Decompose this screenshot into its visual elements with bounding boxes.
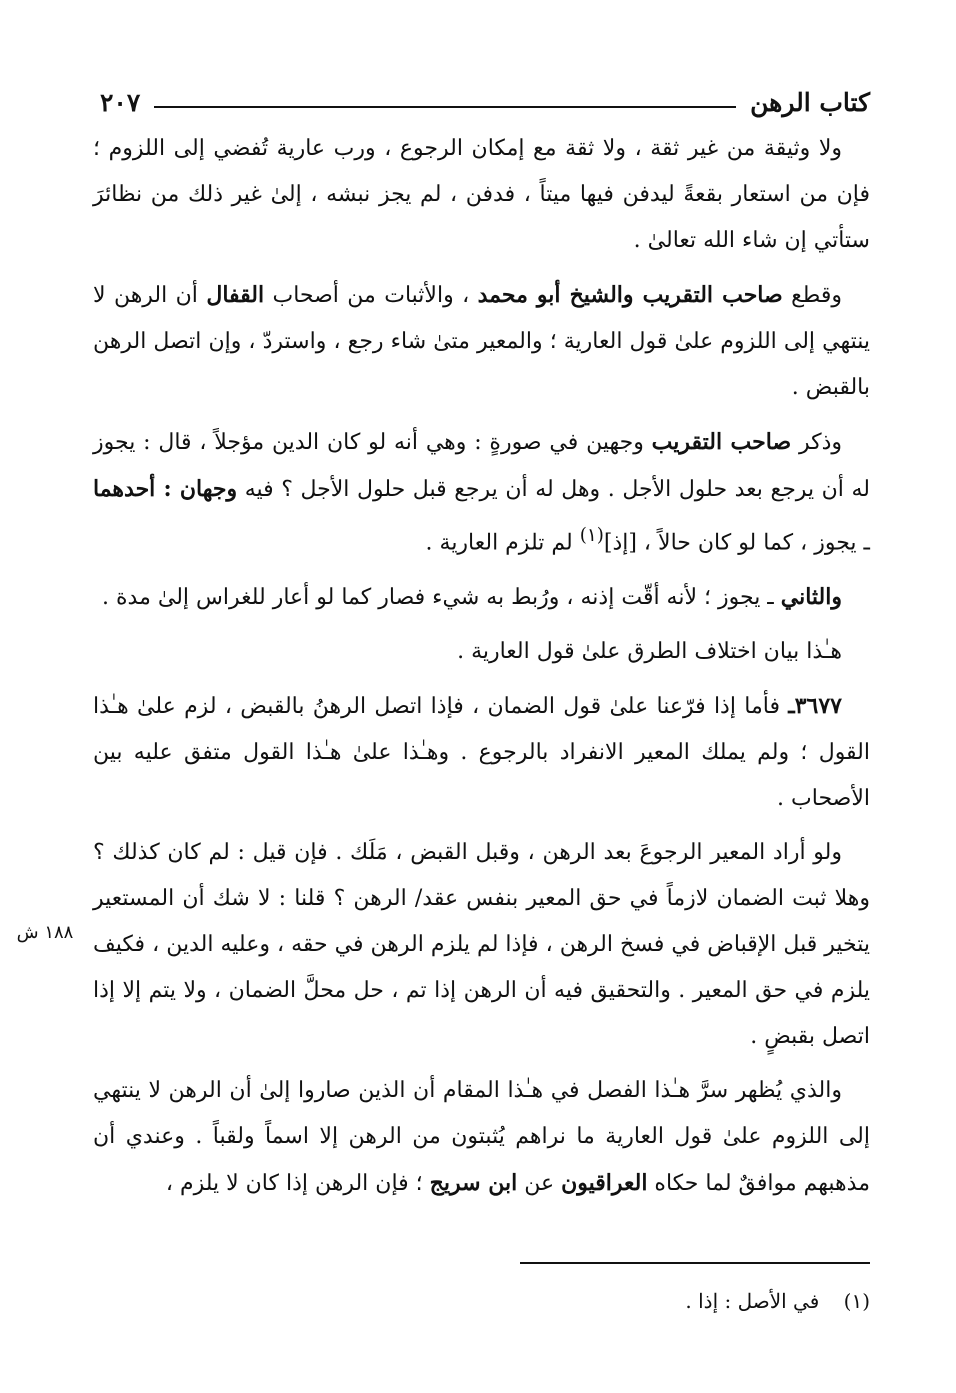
- bold-term: صاحب التقريب: [651, 429, 792, 455]
- text-run: وجهين في صورةٍ : وهي أنه لو كان الدين مؤجلاً ، قال : يجوز له أن يرجع بعد حلول الأجل . وهل له أن يرجع قبل حلول الأجل ؟ فيه: [93, 430, 870, 502]
- text-run: ولو أراد المعير الرجوعَ بعد الرهن ، وقبل القبض ، مَلَك . فإن قيل : لم كان كذلك ؟ وهلا ثبت الضمان لازماً في حق المعير بنفس عقد/ الرهن ؟ قلنا : لا شك أن المستعير يتخير قبل الإقباض في فسخ الرهن ، فإذا لم يلزم الرهن في حقه ، وعليه الدين ، فكيف يلزم في حق المعير . والتحقيق فيه أن الرهن إذا تم ، حل محلَّ الضمان ، ولا يتم إلا إذا اتصل بقبضٍ .: [93, 840, 870, 1050]
- margin-note: ١٨٨ ش: [16, 922, 74, 943]
- paragraph: [93, 1068, 870, 1207]
- paragraph: [93, 683, 870, 822]
- text-run: أن الرهن لا ينتهي إلى اللزوم علىٰ قول العارية ؛ والمعير متىٰ شاء رجع ، واستردّ ، وإن اتصل الرهن بالقبض .: [93, 283, 870, 400]
- bold-term: وجهان : أحدهما: [93, 476, 238, 502]
- header-rule: [154, 106, 736, 108]
- text-run: فأما إذا فرّعنا علىٰ قول الضمان ، فإذا اتصل الرهنُ بالقبض ، لزم علىٰ هـٰذا القول ؛ ولم يملك المعير الانفراد بالرجوع . وهـٰذا علىٰ هـٰذا القول متفق عليه بين الأصحاب .: [93, 694, 870, 812]
- paragraph: [93, 419, 870, 566]
- paragraph: [93, 126, 870, 264]
- footnote-rule: [520, 1262, 870, 1264]
- bold-term: العراقيون: [561, 1170, 648, 1197]
- bold-term: ابن سريج: [429, 1170, 518, 1197]
- text-run: ولا وثيقة من غير ثقة ، ولا ثقة مع إمكان الرجوع ، ورب عارية تُفضي إلى اللزوم ؛ فإن من استعار بقعةً ليدفن فيها ميتاً ، فدفن ، لم يجز نبشه ، إلىٰ غير ذلك من نظائرَ ستأتي إن شاء الله تعالىٰ .: [93, 136, 870, 253]
- text-run: لم تلزم العارية .: [425, 530, 580, 556]
- footnote-text: في الأصل : إذا .: [685, 1289, 820, 1313]
- bold-term: ٣٦٧٧ـ: [788, 693, 842, 720]
- text-run: هـٰذا بيان اختلاف الطرق علىٰ قول العارية .: [457, 639, 842, 665]
- text-run: وقطع: [782, 283, 842, 308]
- main-text: [93, 126, 870, 1215]
- bold-term: والثاني: [780, 584, 842, 611]
- paragraph: [93, 830, 870, 1060]
- running-header: [100, 82, 870, 122]
- footnote: [90, 1284, 870, 1318]
- bold-term: القفال: [206, 282, 265, 308]
- text-run: ـ يجوز ، كما لو كان حالاً ، [إذ]: [603, 530, 870, 556]
- paragraph: [93, 629, 870, 675]
- text-run: ، والأثبات من أصحاب: [264, 283, 478, 308]
- bold-term: صاحب التقريب والشيخ أبو محمد: [477, 282, 783, 308]
- text-run: ؛ فإن الرهن إذا كان لا يلزم ،: [165, 1171, 430, 1197]
- page-number: ٢٠٧: [100, 87, 141, 117]
- text-run: عن: [517, 1171, 562, 1197]
- text-run: ـ يجوز ؛ لأنه أقّت إذنه ، ورُبط به شيء فصار كما لو أعار للغراس إلىٰ مدة .: [102, 585, 781, 611]
- text-run: وذكر: [791, 430, 842, 455]
- paragraph: [93, 272, 870, 411]
- footnote-ref: (١): [579, 525, 604, 546]
- footnote-number: (١): [843, 1289, 870, 1313]
- text-run: والذي يُظهر سرَّ هـٰذا الفصل في هـٰذا المقام أن الذين صاروا إلىٰ أن الرهن لا ينتهي إلى اللزوم علىٰ قول العارية ما نراهم يُثبتون من الرهن إلا اسماً ولقباً . وعندي أن مذهبهم موافقٌ لما حكاه: [93, 1078, 870, 1197]
- book-title: كتاب الرهن: [750, 87, 870, 117]
- paragraph: [93, 574, 870, 621]
